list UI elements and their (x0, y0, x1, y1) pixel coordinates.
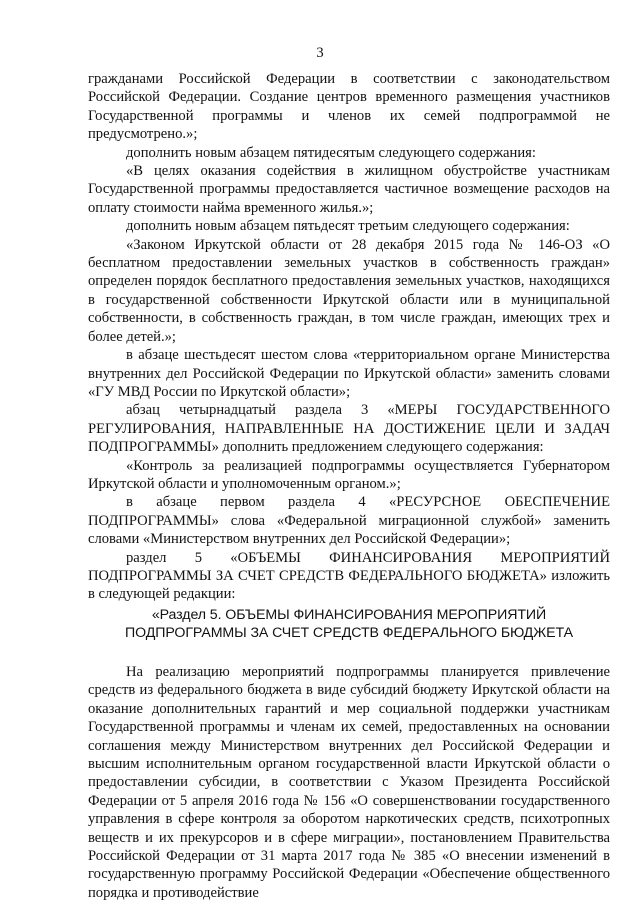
paragraph-quoted-text: «Контроль за реализацией подпрограммы осуществляется Губернатором Иркутской области и уполномоченным органом.»; (88, 457, 610, 492)
paragraph-quoted-text: «В целях оказания содействия в жилищном обустройстве участникам Государственной программы предоставляется частичное возмещение расходов на оплату стоимости найма временного жилья.»; (88, 163, 610, 216)
paragraph-amendment-instruction: в абзаце первом раздела 4 «РЕСУРСНОЕ ОБЕСПЕЧЕНИЕ ПОДПРОГРАММЫ» слова «Федеральной миграционной службой» заменить словами «Министерством внутренних дел Российской Федерации»; (88, 494, 610, 548)
paragraph-amendment-instruction: в абзаце шестьдесят шестом слова «территориальном органе Министерства внутренних дел Российской Федерации по Иркутской области» заменить словами «ГУ МВД России по Иркутской области»; (88, 347, 610, 400)
paragraph-quoted-text: «Законом Иркутской области от 28 декабря 2015 года № 146-ОЗ «О бесплатном предоставлении земельных участков в собственность граждан» определен порядок бесплатного предоставления земельных участков, находящихся в государственной собственности Иркутской области или в муниципальной собственности, в собственность граждан, в том числе граждан, имеющих трех и более детей.»; (88, 236, 610, 345)
section-heading-line: «Раздел 5. ОБЪЕМЫ ФИНАНСИРОВАНИЯ МЕРОПРИЯТИЙ (151, 606, 547, 623)
paragraph-amendment-instruction: дополнить новым абзацем пятьдесят третьим следующего содержания: (126, 218, 570, 235)
document-body (88, 70, 610, 902)
paragraph-amendment-instruction: абзац четырнадцатый раздела 3 «МЕРЫ ГОСУДАРСТВЕННОГО РЕГУЛИРОВАНИЯ, НАПРАВЛЕННЫЕ НА ДОСТИЖЕНИЕ ЦЕЛИ И ЗАДАЧ ПОДПРОГРАММЫ» дополнить предложением следующего содержания: (88, 402, 610, 456)
section-heading-line: ПОДПРОГРАММЫ ЗА СЧЕТ СРЕДСТВ ФЕДЕРАЛЬНОГО БЮДЖЕТА (125, 625, 573, 642)
section-heading (88, 606, 610, 643)
spacer (88, 643, 610, 663)
page-number: 3 (316, 45, 324, 61)
paragraph-section-body: На реализацию мероприятий подпрограммы планируется привлечение средств из федерального бюджета в виде субсидий бюджету Иркутской области на оказание дополнительных гарантий и мер социальной поддержки участникам Государственной программы и членам их семей, предоставленных на основании соглашения между Министерством внутренних дел Российской Федерации и высшим исполнительным органом государственной власти Иркутской области о предоставлении субсидии, в соответствии с Указом Президента Российской Федерации от 5 апреля 2016 года № 156 «О совершенствовании государственного управления в сфере контроля за оборотом наркотических средств, психотропных веществ и их прекурсоров и в сфере миграции», постановлением Правительства Российской Федерации от 31 марта 2017 года № 385 «О внесении изменений в государственную программу Российской Федерации «Обеспечение общественного порядка и противодействие (88, 663, 610, 901)
paragraph-amendment-instruction: дополнить новым абзацем пятидесятым следующего содержания: (126, 144, 536, 161)
paragraph-amendment-instruction: раздел 5 «ОБЪЕМЫ ФИНАНСИРОВАНИЯ МЕРОПРИЯТИЙ ПОДПРОГРАММЫ ЗА СЧЕТ СРЕДСТВ ФЕДЕРАЛЬНОГО БЮДЖЕТА» изложить в следующей редакции: (88, 549, 610, 603)
paragraph-continuation: гражданами Российской Федерации в соответствии с законодательством Российской Федерации. Создание центров временного размещения участников Государственной программы и членов их семей подпрограммой не предусмотрено.»; (88, 71, 610, 143)
